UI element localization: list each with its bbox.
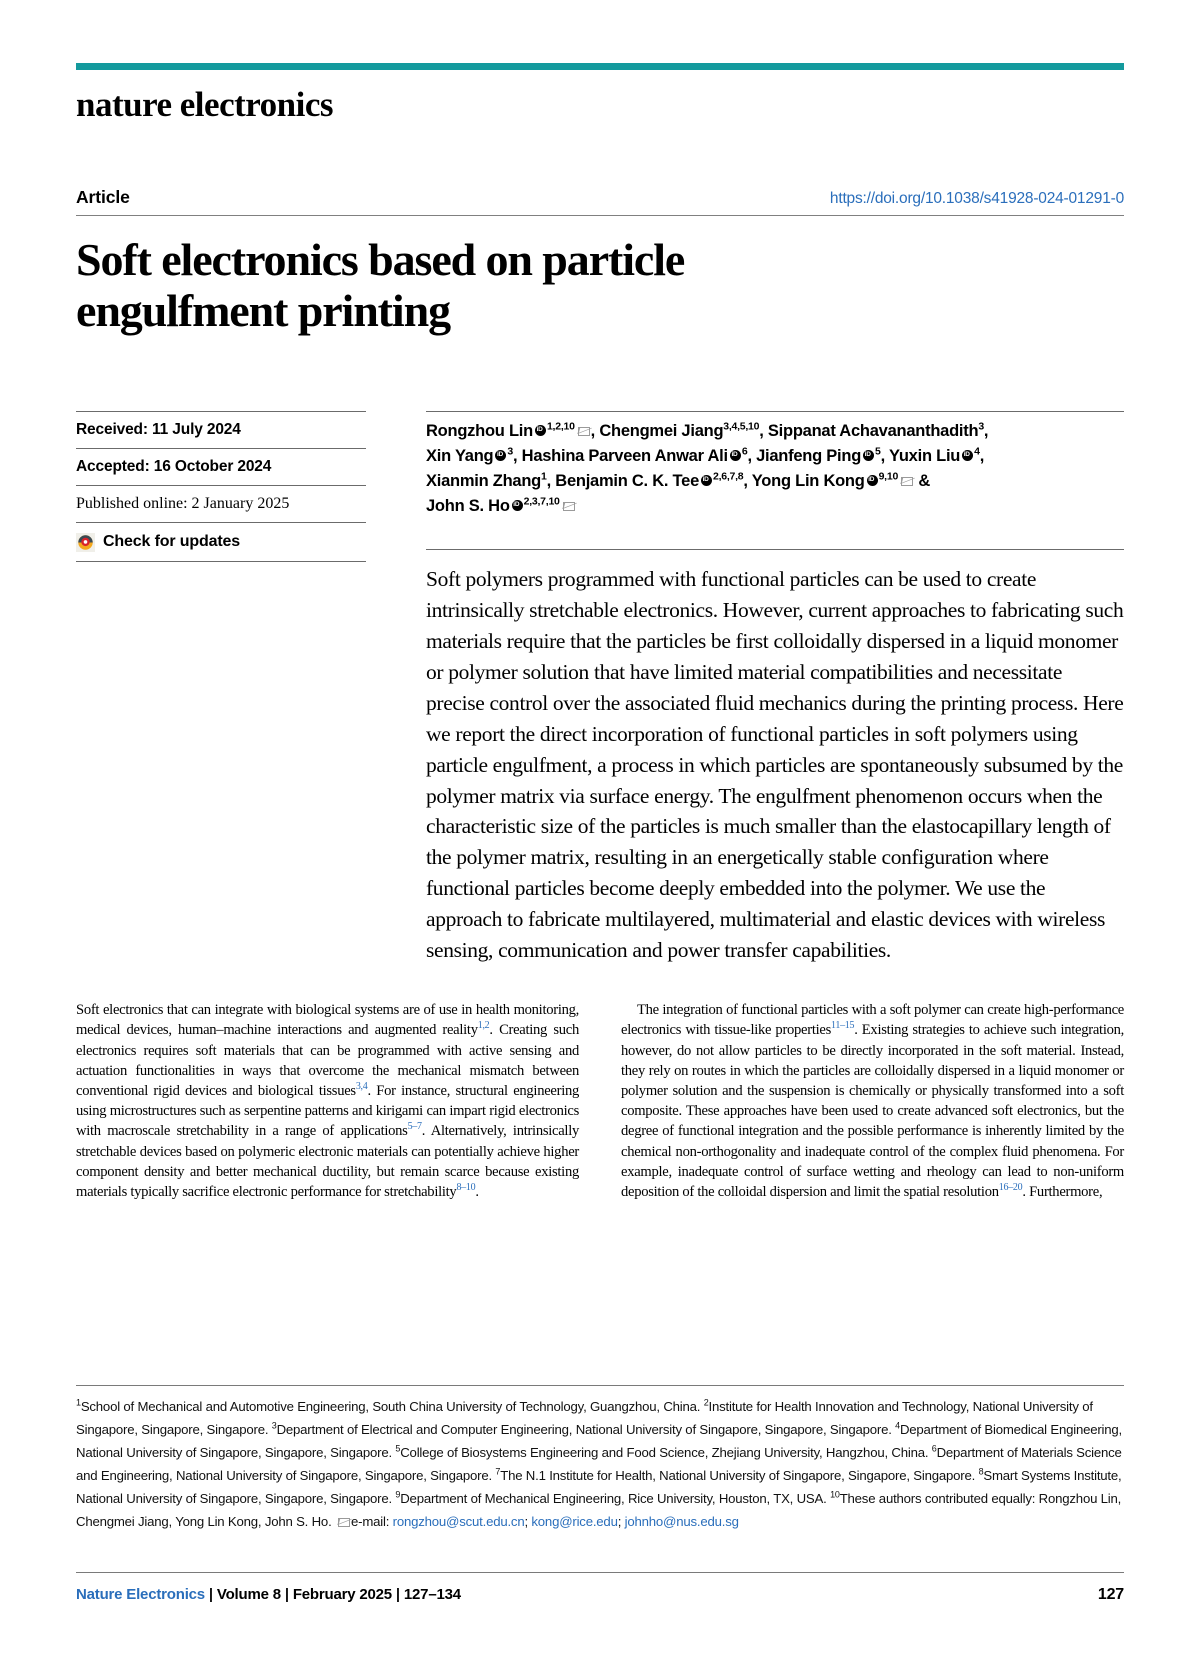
affil-entry: Department of Electrical and Computer Engineering, National University of Singapore, Singapore, Singapore. — [276, 1422, 896, 1438]
footer-journal-name: Nature Electronics — [76, 1586, 205, 1603]
corresponding-author-email-icon[interactable] — [578, 427, 590, 436]
citation-ref[interactable]: 5–7 — [407, 1121, 422, 1133]
footer-page-number: 127 — [1097, 1586, 1124, 1603]
citation-ref[interactable]: 16–20 — [998, 1182, 1023, 1194]
author-name: , Yuxin Liu — [880, 446, 961, 465]
author-affil-sup: 2,6,7,8 — [713, 470, 744, 483]
footer-date: February 2025 — [292, 1586, 392, 1603]
author-affil-sup: 3 — [507, 445, 513, 458]
accepted-date: Accepted: 16 October 2024 — [76, 457, 272, 475]
affil-entry: Department of Materials Science and Engineering, National University of Singapore, Singapore, Singapore. — [76, 1445, 1122, 1484]
orcid-icon[interactable] — [512, 500, 523, 511]
author-affil-sup: 3 — [978, 420, 984, 433]
affil-number: 5 — [395, 1443, 401, 1454]
date-divider-bottom — [76, 561, 366, 562]
author-name: , Yong Lin Kong — [743, 471, 865, 490]
author-name: , Benjamin C. K. Tee — [546, 471, 700, 490]
journal-masthead: nature electronics — [76, 85, 334, 124]
affil-entry: School of Mechanical and Automotive Engineering, South China University of Technology, Guangzhou, China. — [80, 1399, 704, 1414]
author-affil-sup: 1 — [541, 470, 547, 483]
paragraph-text: The integration of functional particles with a soft polymer can create high-performance electronics with tissue-like properties — [621, 1002, 1124, 1039]
orcid-icon[interactable] — [495, 450, 506, 461]
affil-number: 6 — [931, 1443, 937, 1454]
affil-number: 8 — [978, 1466, 984, 1477]
paragraph-text: . Furthermore, — [1022, 1184, 1103, 1201]
author-separator: & — [918, 471, 931, 490]
author-name: John S. Ho — [426, 496, 510, 515]
orcid-icon[interactable] — [962, 450, 973, 461]
author-affil-sup: 5 — [875, 445, 881, 458]
email-label: e-mail: — [351, 1514, 393, 1530]
author-name: , Jianfeng Ping — [747, 446, 862, 465]
author-affil-sup: 2,3,7,10 — [523, 495, 560, 508]
email-separator: ; — [617, 1514, 625, 1530]
corresponding-author-email-icon[interactable] — [563, 502, 575, 511]
email-link-rongzhou[interactable]: rongzhou@scut.edu.cn — [392, 1514, 525, 1530]
affil-number: 2 — [703, 1397, 709, 1408]
paper-page — [0, 63, 1200, 1656]
affil-number: 7 — [495, 1466, 501, 1477]
paragraph-text: . — [475, 1184, 479, 1201]
paragraph — [621, 1000, 1124, 1202]
abstract-text: Soft polymers programmed with functional particles can be used to create intrinsically stretchable electronics. However, current approaches to fabricating such materials require that the particles be first colloidally dispersed in a liquid monomer or polymer solution that have limited material compatibilities and necessitate precise control over the associated fluid mechanics during the printing process. Here we report the direct incorporation of functional particles in soft polymers using particle engulfment, a process in which particles are spontaneously subsumed by the polymer matrix via surface energy. The engulfment phenomenon occurs when the characteristic size of the particles is much smaller than the elastocapillary length of the polymer matrix, resulting in an energetically stable configuration where functional particles become deeply embedded into the polymer. We use the approach to fabricate multilayered, multimaterial and elastic devices with wireless sensing, communication and power transfer capabilities. — [426, 566, 1124, 963]
affil-entry: Department of Mechanical Engineering, Rice University, Houston, TX, USA. — [400, 1491, 831, 1507]
email-link-kong[interactable]: kong@rice.edu — [531, 1514, 618, 1530]
article-type-row — [76, 187, 1124, 208]
check-for-updates-button[interactable] — [76, 523, 366, 561]
author-name: Xin Yang — [426, 446, 494, 465]
crossmark-icon — [76, 533, 95, 552]
header-columns — [76, 411, 1124, 967]
footer-row — [76, 1573, 1124, 1604]
orcid-icon[interactable] — [701, 475, 712, 486]
body-columns — [76, 1000, 1124, 1202]
corresponding-author-email-icon[interactable] — [901, 477, 913, 486]
author-list — [426, 412, 1124, 519]
publication-dates-panel — [76, 411, 396, 967]
email-icon — [338, 1518, 350, 1527]
affil-entry: Department of Biomedical Engineering, National University of Singapore, Singapore, Singapore. — [76, 1422, 1122, 1461]
author-affil-sup: 1,2,10 — [546, 420, 575, 433]
affiliations-text — [76, 1386, 1124, 1534]
affil-number: 10 — [830, 1489, 840, 1500]
authors-and-abstract — [396, 411, 1124, 967]
affil-number: 9 — [395, 1489, 401, 1500]
affil-number: 3 — [271, 1420, 277, 1431]
author-name: , Sippanat Achavananthadith — [759, 421, 979, 440]
paragraph-text: . Existing strategies to achieve such integration, however, do not allow particles to be directly incorporated in the soft material. Instead, they rely on routes in which the particles are colloidally dispersed in a liquid monomer or polymer solution and the suspension is chemically or physically transformed into a soft composite. These approaches have been used to create advanced soft electronics, but the degree of functional integration and the possible performance is inherently limited by the chemical non-orthogonality and inadequate control of the complex fluid phenomena. For example, inadequate control of surface wetting and rheology can lead to non-uniform deposition of the colloidal dispersion and limit the spatial resolution — [621, 1022, 1124, 1201]
footer-volume: Volume 8 — [216, 1586, 281, 1603]
article-type-label: Article — [76, 186, 130, 207]
author-name: Rongzhou Lin — [426, 421, 533, 440]
header-divider — [76, 215, 1124, 216]
published-date: Published online: 2 January 2025 — [76, 494, 290, 512]
citation-ref[interactable]: 1,2 — [477, 1020, 490, 1032]
author-affil-sup: 9,10 — [878, 470, 899, 483]
citation-ref[interactable]: 11–15 — [831, 1020, 855, 1032]
author-separator: , — [983, 421, 989, 440]
paragraph-text: . Alternatively, intrinsically stretchable devices based on polymeric electronic materials can potentially achieve higher component density and better mechanical ductility, but remain scarce because existing materials typically sacrifice electronic performance for stretchability — [76, 1123, 579, 1201]
orcid-icon[interactable] — [867, 475, 878, 486]
orcid-icon[interactable] — [730, 450, 741, 461]
paragraph-text: Soft electronics that can integrate with biological systems are of use in health monitoring, medical devices, human–machine interactions and augmented reality — [76, 1002, 579, 1039]
footer-separator: | — [391, 1586, 404, 1603]
author-name: , Chengmei Jiang — [590, 421, 724, 440]
affil-entry: Smart Systems Institute, National University of Singapore, Singapore, Singapore. — [76, 1468, 1122, 1507]
paragraph-text: . Creating such electronics requires soft materials that can be programmed with active sensing and actuation functionalities in ways that overcome the mechanical mismatch between conventional rigid devices and biological tissues — [76, 1022, 579, 1100]
email-link-johnho[interactable]: johnho@nus.edu.sg — [624, 1514, 739, 1530]
footer-page-range: 127–134 — [403, 1586, 461, 1603]
affil-number: 1 — [76, 1397, 81, 1408]
footer-citation — [76, 1586, 461, 1603]
email-separator: ; — [524, 1514, 532, 1530]
page-footer — [76, 1572, 1124, 1604]
affil-entry: Institute for Health Innovation and Technology, National University of Singapore, Singapore, Singapore. — [76, 1399, 1093, 1438]
author-name: , Hashina Parveen Anwar Ali — [512, 446, 728, 465]
received-date: Received: 11 July 2024 — [76, 420, 241, 438]
affil-entry: College of Biosystems Engineering and Food Science, Zhejiang University, Hangzhou, China. — [400, 1445, 932, 1461]
paragraph-text: . For instance, structural engineering using microstructures such as serpentine patterns and kirigami can impart rigid electronics with macroscale stretchability in a range of applications — [76, 1083, 580, 1140]
check-for-updates-label: Check for updates — [103, 533, 241, 551]
affiliations-block — [76, 1385, 1124, 1534]
author-affil-sup: 3,4,5,10 — [723, 420, 760, 433]
affil-number: 4 — [895, 1420, 900, 1431]
citation-ref[interactable]: 8–10 — [456, 1182, 476, 1194]
author-name: Xianmin Zhang — [426, 471, 542, 490]
body-column-left — [76, 1000, 579, 1202]
orcid-icon[interactable] — [863, 450, 874, 461]
affil-entry: These authors contributed equally: Rongzhou Lin, Chengmei Jiang, Yong Lin Kong, John S. Ho. — [76, 1491, 1122, 1530]
page-title: Soft electronics based on particle engulfment printing — [76, 233, 685, 337]
body-column-right — [621, 1000, 1124, 1202]
footer-separator: | — [204, 1586, 217, 1603]
author-affil-sup: 6 — [741, 445, 748, 458]
orcid-icon[interactable] — [535, 425, 546, 436]
footer-separator: | — [280, 1586, 293, 1603]
author-separator: , — [979, 446, 985, 465]
affil-entry: The N.1 Institute for Health, National University of Singapore, Singapore, Singapore. — [500, 1468, 979, 1484]
author-affil-sup: 4 — [974, 445, 980, 458]
doi-link[interactable]: https://doi.org/10.1038/s41928-024-01291-0 — [829, 189, 1124, 207]
paragraph — [76, 1000, 579, 1202]
brand-accent-bar — [76, 63, 1124, 70]
citation-ref[interactable]: 3,4 — [355, 1081, 368, 1093]
